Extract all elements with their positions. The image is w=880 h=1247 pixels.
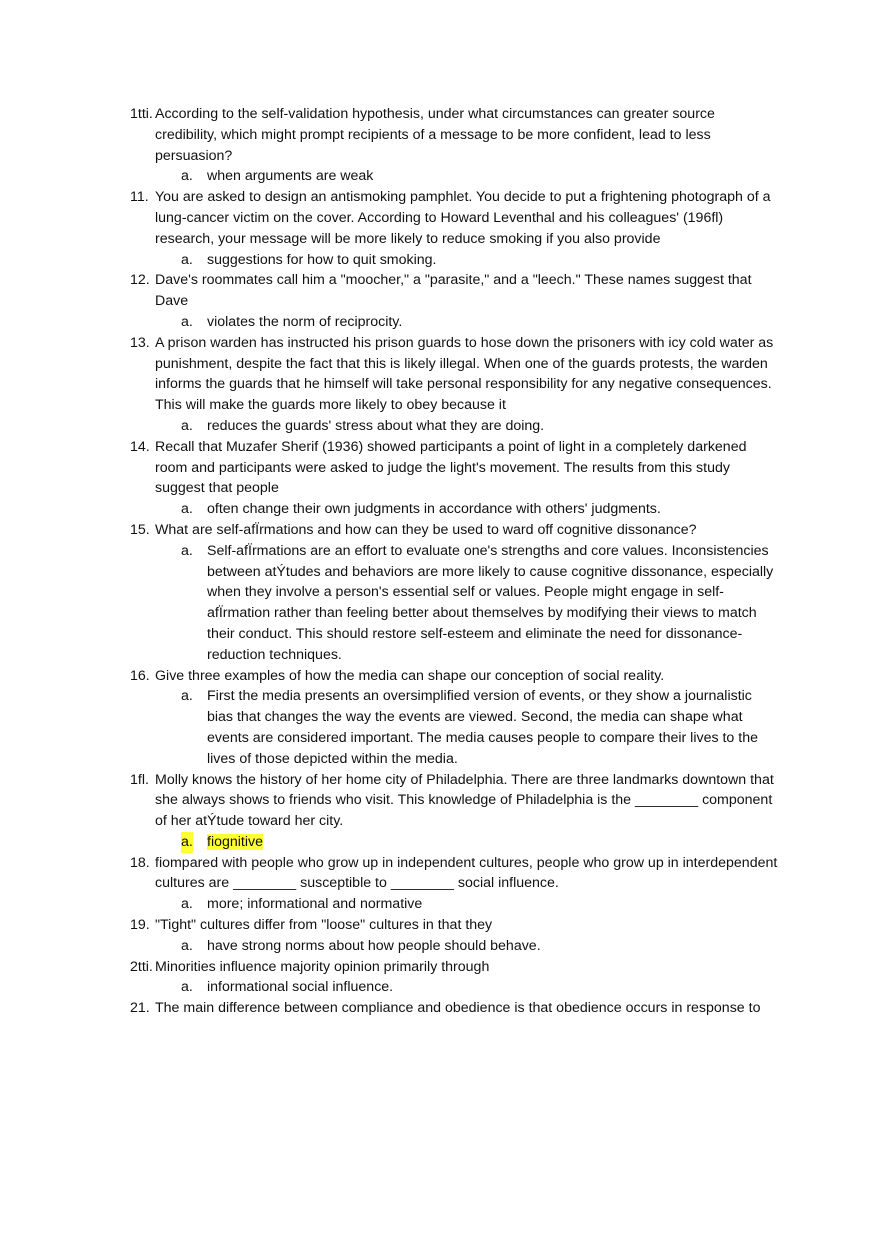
answer-label: a. (181, 251, 193, 268)
question-number: 16. (130, 667, 150, 684)
answer-text: more; informational and normative (207, 896, 423, 913)
answer-label: a. (181, 313, 193, 330)
answer-item (130, 250, 780, 271)
question-text: Give three examples of how the media can shape our conception of social reality. (155, 667, 665, 684)
answer-item (130, 832, 780, 853)
question-item (130, 333, 780, 437)
question-number: 12. (130, 272, 150, 289)
answer-label: a. (181, 501, 193, 518)
answer-text: often change their own judgments in accordance with others' judgments. (207, 501, 661, 518)
question-text: The main difference between compliance and obedience is that obedience occurs in response to (155, 1000, 761, 1017)
question-item (130, 853, 780, 915)
question-text: Molly knows the history of her home city of Philadelphia. There are three landmarks downtown that she always shows to friends who visit. This knowledge of Philadelphia is the ________ component of her atÝtude toward her city. (155, 771, 774, 830)
answer-label: a. (181, 979, 193, 996)
question-number: 15. (130, 521, 150, 538)
question-item (130, 666, 780, 770)
question-number: 19. (130, 917, 150, 934)
answer-item (130, 936, 780, 957)
answer-item (130, 977, 780, 998)
question-text: "Tight" cultures differ from "loose" cultures in that they (155, 917, 493, 934)
question-item (130, 957, 780, 999)
question-number: 13. (130, 334, 150, 351)
answer-item (130, 499, 780, 520)
answer-item (130, 894, 780, 915)
question-text: What are self-afÏrmations and how can they be used to ward off cognitive dissonance? (155, 521, 697, 538)
answer-label: a. (181, 937, 193, 954)
question-number: 21. (130, 1000, 150, 1017)
question-item (130, 270, 780, 332)
answer-item (130, 686, 780, 769)
question-text: According to the self-validation hypothesis, under what circumstances can greater source credibility, which might prompt recipients of a message to be more confident, lead to less persuasion? (155, 106, 715, 164)
answer-label: a. (181, 688, 193, 705)
question-item (130, 770, 780, 853)
answer-text: violates the norm of reciprocity. (207, 313, 403, 330)
question-text: You are asked to design an antismoking pamphlet. You decide to put a frightening photograph of a lung-cancer victim on the cover. According to Howard Leventhal and his colleagues' (196fl) research, your message will be more likely to reduce smoking if you also provide (155, 189, 771, 247)
answer-text: suggestions for how to quit smoking. (207, 251, 437, 268)
question-item (130, 998, 780, 1019)
question-number: 2tti. (130, 958, 153, 975)
answer-item (130, 312, 780, 333)
answer-text: First the media presents an oversimplified version of events, or they show a journalistic bias that changes the way the events are viewed. Second, the media can shape what events are considered important. The media causes people to compare their lives to the lives of those depicted within the media. (207, 688, 758, 767)
question-item (130, 520, 780, 666)
answer-label: a. (181, 168, 193, 185)
question-text: Recall that Muzafer Sherif (1936) showed participants a point of light in a completely darkened room and participants were asked to judge the light's movement. The results from this study suggest that people (155, 438, 747, 497)
question-number: 18. (130, 854, 150, 871)
answer-label: a. (181, 896, 193, 913)
answer-item (130, 541, 780, 666)
question-list (130, 104, 780, 1019)
question-number: 11. (130, 189, 149, 206)
answer-text: reduces the guards' stress about what they are doing. (207, 417, 545, 434)
answer-item (130, 416, 780, 437)
answer-label: a. (181, 832, 193, 853)
question-text: fiompared with people who grow up in independent cultures, people who grow up in interdependent cultures are ________ susceptible to ________ social influence. (155, 854, 778, 892)
question-text: Minorities influence majority opinion primarily through (155, 958, 490, 975)
question-item (130, 437, 780, 520)
answer-label: a. (181, 542, 193, 559)
answer-text: fiognitive (207, 833, 263, 850)
question-number: 14. (130, 438, 150, 455)
answer-label: a. (181, 417, 193, 434)
answer-text: Self-afÏrmations are an effort to evaluate one's strengths and core values. Inconsistencies between atÝtudes and behaviors are more likely to cause cognitive dissonance, especially when they involve a person's essential self or values. People might engage in self-afÏrmation rather than feeling better about themselves by modifying their views to match their conduct. This should restore self-esteem and eliminate the need for dissonance-reduction techniques. (207, 542, 774, 663)
question-item (130, 187, 780, 270)
answer-item (130, 166, 780, 187)
question-item (130, 104, 780, 187)
answer-text: when arguments are weak (207, 168, 374, 185)
question-text: Dave's roommates call him a "moocher," a "parasite," and a "leech." These names suggest that Dave (155, 272, 752, 310)
question-text: A prison warden has instructed his prison guards to hose down the prisoners with icy cold water as punishment, despite the fact that this is likely illegal. When one of the guards protests, the warden informs the guards that he himself will take personal responsibility for any negative consequences. This will make the guards more likely to obey because it (155, 334, 774, 414)
question-number: 1fl. (130, 771, 149, 788)
answer-text: have strong norms about how people should behave. (207, 937, 541, 954)
question-item (130, 915, 780, 957)
answer-text: informational social influence. (207, 979, 394, 996)
question-number: 1tti. (130, 106, 153, 122)
